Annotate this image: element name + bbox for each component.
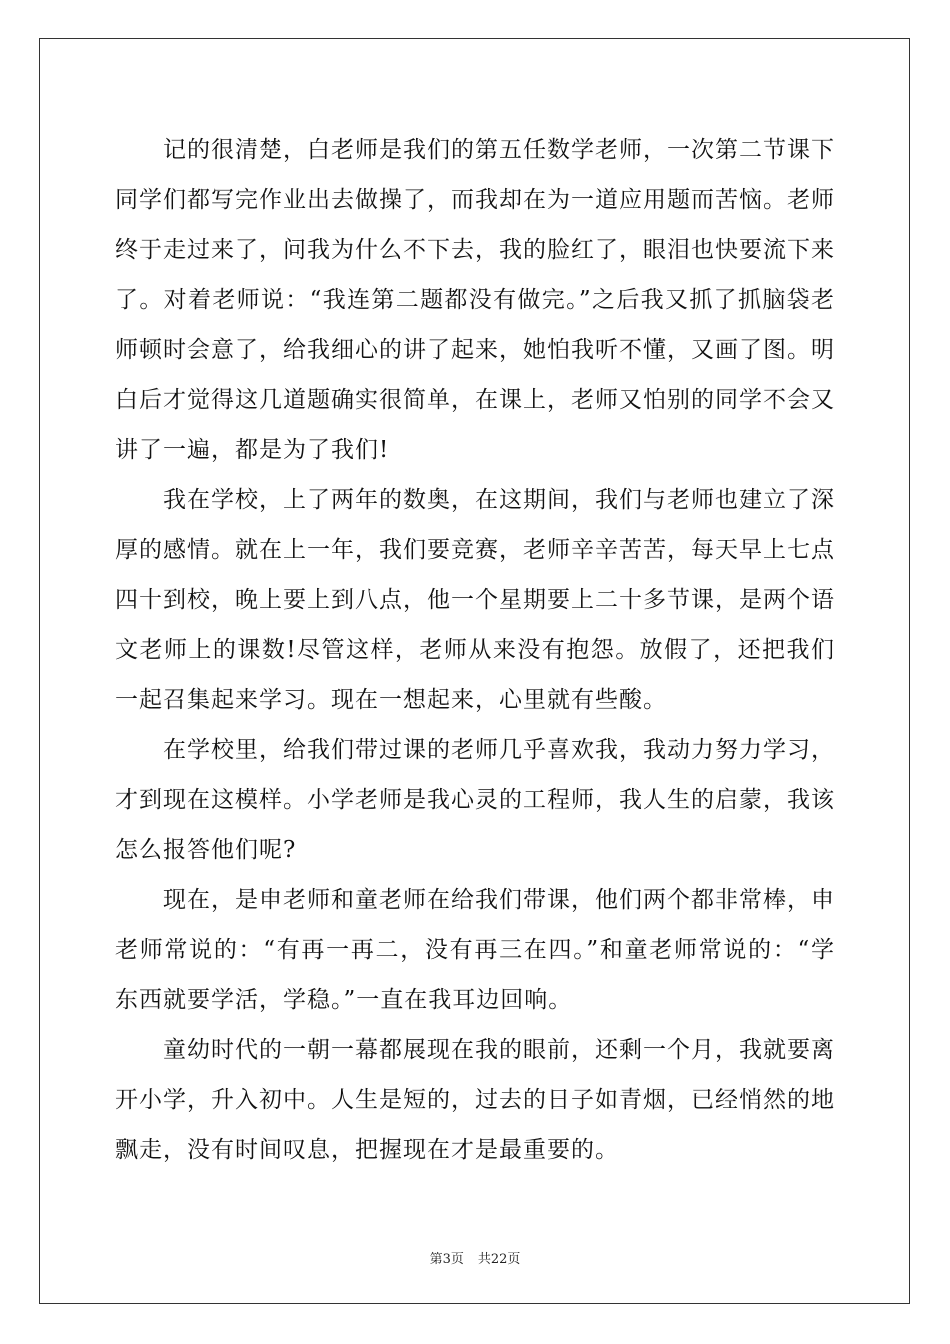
paragraph-2: 我在学校，上了两年的数奥，在这期间，我们与老师也建立了深厚的感情。就在上一年，我们要竞赛，老师辛辛苦苦，每天早上七点四十到校，晚上要上到八点，他一个星期要上二十多节课，是两个语文老师上的课数!尽管这样，老师从来没有抱怨。放假了，还把我们一起召集起来学习。现在一想起来，心里就有些酸。 (115, 487, 835, 713)
page-footer (0, 1248, 950, 1267)
paragraph-4: 现在，是申老师和童老师在给我们带课，他们两个都非常棒，申老师常说的：“有再一再二，没有再三在四。”和童老师常说的：“学东西就要学活，学稳。”一直在我耳边回响。 (115, 887, 835, 1013)
page-total: 共22页 (477, 1252, 521, 1267)
page-number: 第3页 (429, 1252, 464, 1267)
paragraph-5: 童幼时代的一朝一幕都展现在我的眼前，还剩一个月，我就要离开小学，升入初中。人生是短的，过去的日子如青烟，已经悄然的地飘走，没有时间叹息，把握现在才是最重要的。 (115, 1037, 835, 1163)
paragraph-1: 记的很清楚，白老师是我们的第五任数学老师，一次第二节课下同学们都写完作业出去做操了，而我却在为一道应用题而苦恼。老师终于走过来了，问我为什么不下去，我的脸红了，眼泪也快要流下来了。对着老师说：“我连第二题都没有做完。”之后我又抓了抓脑袋老师顿时会意了，给我细心的讲了起来，她怕我听不懂，又画了图。明白后才觉得这几道题确实很简单，在课上，老师又怕别的同学不会又讲了一遍，都是为了我们! (115, 137, 835, 463)
document-body (115, 125, 835, 1175)
paragraph-3: 在学校里，给我们带过课的老师几乎喜欢我，我动力努力学习，才到现在这模样。小学老师是我心灵的工程师，我人生的启蒙，我该怎么报答他们呢? (115, 737, 835, 863)
